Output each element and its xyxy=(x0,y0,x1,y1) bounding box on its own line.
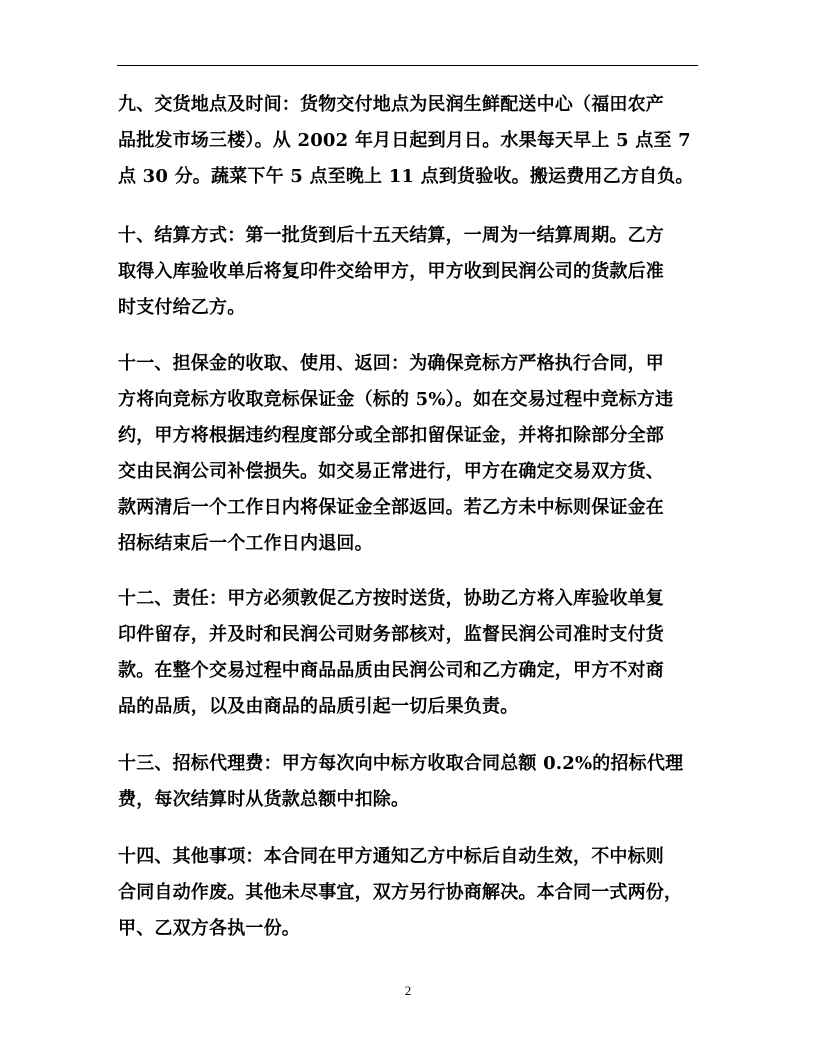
text-line: 交由民润公司补偿损失。如交易正常进行，甲方在确定交易双方货、 xyxy=(118,461,664,482)
text-line: 约，甲方将根据违约程度部分或全部扣留保证金，并将扣除部分全部 xyxy=(118,425,664,446)
text-line: 九、交货地点及时间：货物交付地点为民润生鲜配送中心（福田农产 xyxy=(118,94,664,115)
clause-10-settlement xyxy=(118,218,664,326)
text-line: 费，每次结算时从货款总额中扣除。 xyxy=(118,789,410,810)
text-line: 时支付给乙方。 xyxy=(118,297,246,318)
clause-14-other-matters xyxy=(118,839,682,947)
text-line: 品批发市场三楼）。从 2002 年月日起到月日。水果每天早上 5 点至 7 xyxy=(118,130,691,151)
header-rule xyxy=(117,65,698,66)
text-line: 甲、乙双方各执一份。 xyxy=(118,918,300,939)
page-number: 2 xyxy=(404,983,412,998)
text-line: 合同自动作废。其他未尽事宜，双方另行协商解决。本合同一式两份， xyxy=(118,882,683,903)
text-line: 品的品质，以及由商品的品质引起一切后果负责。 xyxy=(118,696,519,717)
clause-11-deposit xyxy=(118,346,673,562)
text-line: 款。在整个交易过程中商品品质由民润公司和乙方确定，甲方不对商 xyxy=(118,660,664,681)
text-line: 十四、其他事项：本合同在甲方通知乙方中标后自动生效，不中标则 xyxy=(118,846,664,867)
text-line: 十三、招标代理费：甲方每次向中标方收取合同总额 0.2%的招标代理 xyxy=(118,753,684,774)
text-line: 招标结束后一个工作日内退回。 xyxy=(118,533,373,554)
clause-12-responsibility xyxy=(118,581,664,725)
text-line: 款两清后一个工作日内将保证金全部返回。若乙方未中标则保证金在 xyxy=(118,497,664,518)
text-line: 点 30 分。蔬菜下午 5 点至晚上 11 点到货验收。搬运费用乙方自负。 xyxy=(118,166,694,187)
text-line: 十一、担保金的收取、使用、返回：为确保竞标方严格执行合同，甲 xyxy=(118,353,664,374)
text-line: 印件留存，并及时和民润公司财务部核对，监督民润公司准时支付货 xyxy=(118,624,664,645)
text-line: 方将向竞标方收取竞标保证金（标的 5%）。如在交易过程中竞标方违 xyxy=(118,389,674,410)
text-line: 取得入库验收单后将复印件交给甲方，甲方收到民润公司的货款后准 xyxy=(118,261,664,282)
text-line: 十二、责任：甲方必须敦促乙方按时送货，协助乙方将入库验收单复 xyxy=(118,588,664,609)
text-line: 十、结算方式：第一批货到后十五天结算，一周为一结算周期。乙方 xyxy=(118,225,664,246)
clause-9-delivery xyxy=(118,87,694,195)
clause-13-agency-fee xyxy=(118,746,683,818)
